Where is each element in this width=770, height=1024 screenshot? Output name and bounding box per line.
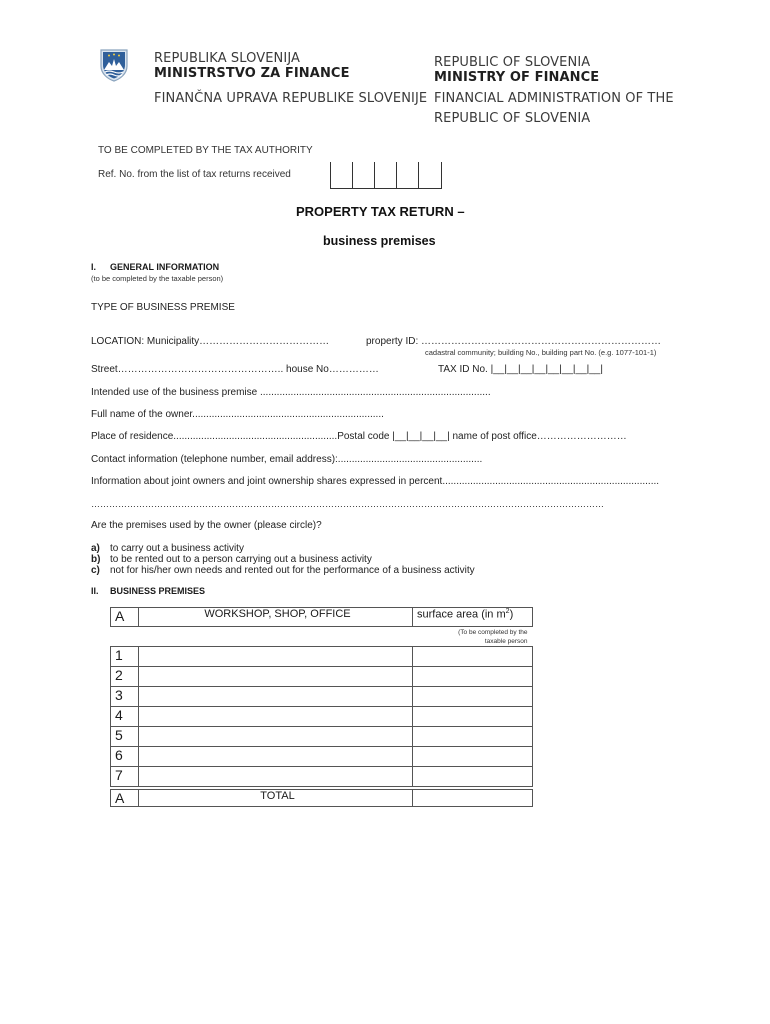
header-col-description: WORKSHOP, SHOP, OFFICE [139,608,413,627]
row-number: 3 [111,687,139,707]
tax-id-field[interactable]: TAX ID No. |__|__|__|__|__|__|__|__| [438,364,603,375]
street-field[interactable]: Street………………………………………….. house No…………… [91,364,379,375]
header-en-line3: FINANCIAL ADMINISTRATION OF THE [434,91,674,106]
option-a-text[interactable]: to carry out a business activity [110,543,244,554]
surface-area-label: surface area (in m [417,608,506,621]
section1-heading: GENERAL INFORMATION [110,262,220,272]
joint-owners-continuation[interactable]: ……………………………………………………………………………………………………………………………………………………… [91,499,604,509]
header-en-line1: REPUBLIC OF SLOVENIA [434,55,591,70]
option-c-text[interactable]: not for his/her own needs and rented out for the performance of a business activity [110,565,475,576]
row-description-cell[interactable] [139,747,413,767]
row-area-cell[interactable] [413,667,533,687]
table-row [111,767,533,787]
authority-heading: TO BE COMPLETED BY THE TAX AUTHORITY [98,145,313,156]
header-col-a: A [111,608,139,627]
surface-area-close: ) [509,608,514,621]
form-subtitle: business premises [323,234,436,248]
row-area-cell[interactable] [413,687,533,707]
surface-area-note [413,627,533,647]
row-number: 6 [111,747,139,767]
header-sl-line3: FINANČNA UPRAVA REPUBLIKE SLOVENIJE [154,91,428,106]
option-b-letter: b) [91,554,101,565]
header-en-line4: REPUBLIC OF SLOVENIA [434,111,591,126]
header-col-surface-area [413,608,533,627]
row-number: 5 [111,727,139,747]
row-description-cell[interactable] [139,767,413,787]
table-row [111,647,533,667]
joint-owners-field[interactable]: Information about joint owners and joint ownership shares expressed in percent.............................................................................. [91,476,660,487]
premises-table [110,607,533,787]
table-row [111,687,533,707]
note-spacer-desc [139,627,413,647]
location-field[interactable]: LOCATION: Municipality………………………………… [91,336,330,347]
total-table [110,789,533,807]
property-id-hint: cadastral community; building No., building part No. (e.g. 1077-101-1) [425,348,657,357]
table-header-row [111,608,533,627]
row-description-cell[interactable] [139,707,413,727]
section2-number: II. [91,586,99,596]
row-description-cell[interactable] [139,727,413,747]
row-area-cell[interactable] [413,707,533,727]
total-label: TOTAL [139,790,413,807]
row-area-cell[interactable] [413,747,533,767]
row-description-cell[interactable] [139,647,413,667]
note-spacer-a [111,627,139,647]
option-b-text[interactable]: to be rented out to a person carrying out a business activity [110,554,372,565]
row-number: 2 [111,667,139,687]
usage-question: Are the premises used by the owner (please circle)? [91,520,322,531]
surface-area-note-line1: (To be completed by the [458,629,528,636]
total-row [111,790,533,807]
owner-name-field[interactable]: Full name of the owner..................................................................... [91,409,384,420]
slovenia-coat-of-arms-icon [99,48,129,82]
row-area-cell[interactable] [413,767,533,787]
option-a-letter: a) [91,543,100,554]
option-c-letter: c) [91,565,100,576]
surface-area-note-line2: taxable person [484,638,528,645]
ref-no-boxes[interactable] [330,162,442,189]
section2-heading: BUSINESS PREMISES [110,586,206,596]
table-row [111,727,533,747]
row-number: 1 [111,647,139,667]
intended-use-field[interactable]: Intended use of the business premise ................................................................................... [91,387,491,398]
table-row [111,667,533,687]
table-note-row [111,627,533,647]
row-description-cell[interactable] [139,667,413,687]
section1-note: (to be completed by the taxable person) [91,274,224,283]
property-id-field[interactable]: property ID: ……………………………………………………………… [366,336,662,347]
header-en-line2: MINISTRY OF FINANCE [434,70,600,85]
table-row [111,707,533,727]
row-area-cell[interactable] [413,727,533,747]
surface-area-sup: 2 [505,608,510,615]
total-col-a: A [111,790,139,807]
type-of-premise-label: TYPE OF BUSINESS PREMISE [91,302,235,313]
row-area-cell[interactable] [413,647,533,667]
section1-number: I. [91,262,97,272]
header-sl-line2: MINISTRSTVO ZA FINANCE [154,66,350,81]
header-sl-line1: REPUBLIKA SLOVENIJA [154,51,301,66]
row-number: 7 [111,767,139,787]
residence-field[interactable]: Place of residence...........................................................Postal code |__|__|__|__| name of post office……………………… [91,431,627,442]
ref-no-label: Ref. No. from the list of tax returns received [98,169,291,180]
table-row [111,747,533,767]
row-description-cell[interactable] [139,687,413,707]
contact-field[interactable]: Contact information (telephone number, email address):.................................................... [91,454,483,465]
form-title: PROPERTY TAX RETURN – [296,204,465,219]
row-number: 4 [111,707,139,727]
total-area-cell[interactable] [413,790,533,807]
